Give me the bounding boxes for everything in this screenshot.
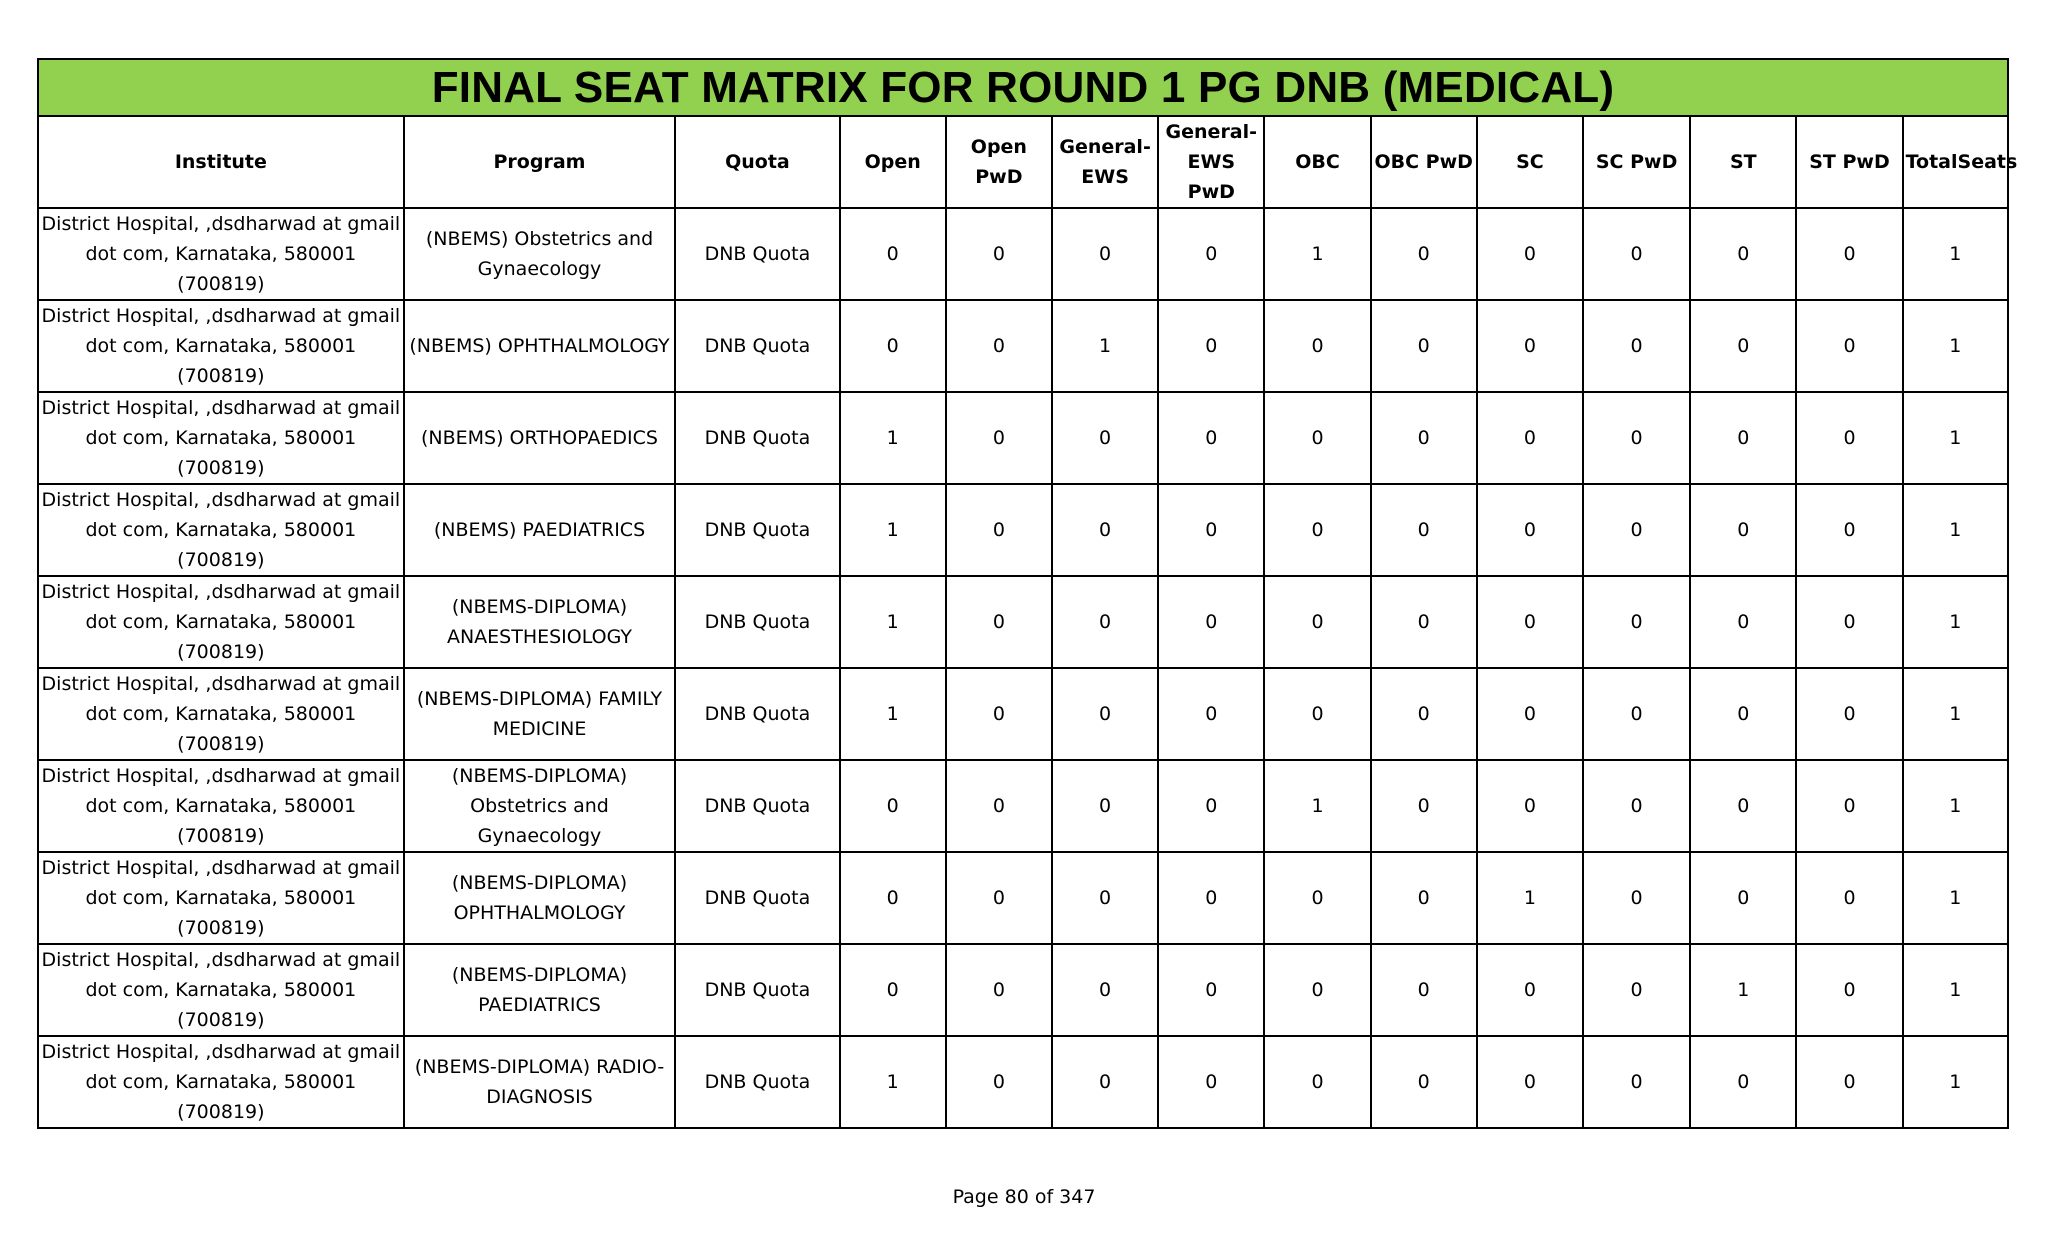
obc-pwd-cell: 0 [1371,208,1477,300]
st-cell: 1 [1690,944,1796,1036]
table-row [38,944,2008,1036]
table-body [38,208,2008,1128]
program-cell: (NBEMS-DIPLOMA) RADIO-DIAGNOSIS [404,1036,676,1128]
sc-cell: 0 [1477,392,1583,484]
total-seats-cell: 1 [1903,944,2008,1036]
header-general-ews-pwd: General-EWS PwD [1158,116,1264,208]
header-program: Program [404,116,676,208]
sc-pwd-cell: 0 [1583,852,1690,944]
st-cell: 0 [1690,852,1796,944]
header-obc: OBC [1264,116,1370,208]
obc-cell: 0 [1264,392,1370,484]
program-cell: (NBEMS-DIPLOMA) PAEDIATRICS [404,944,676,1036]
obc-pwd-cell: 0 [1371,576,1477,668]
obc-cell: 0 [1264,300,1370,392]
total-seats-cell: 1 [1903,668,2008,760]
sc-pwd-cell: 0 [1583,668,1690,760]
institute-cell: District Hospital, ,dsdharwad at gmail dot com, Karnataka, 580001 (700819) [38,576,404,668]
obc-cell: 0 [1264,668,1370,760]
general-ews-cell: 0 [1052,852,1158,944]
header-quota: Quota [675,116,839,208]
header-general-ews: General-EWS [1052,116,1158,208]
sc-cell: 0 [1477,760,1583,852]
institute-cell: District Hospital, ,dsdharwad at gmail dot com, Karnataka, 580001 (700819) [38,668,404,760]
obc-pwd-cell: 0 [1371,944,1477,1036]
st-pwd-cell: 0 [1796,576,1902,668]
obc-cell: 0 [1264,576,1370,668]
general-ews-cell: 0 [1052,208,1158,300]
sc-cell: 0 [1477,576,1583,668]
institute-cell: District Hospital, ,dsdharwad at gmail dot com, Karnataka, 580001 (700819) [38,484,404,576]
institute-cell: District Hospital, ,dsdharwad at gmail dot com, Karnataka, 580001 (700819) [38,944,404,1036]
sc-pwd-cell: 0 [1583,576,1690,668]
quota-cell: DNB Quota [675,852,839,944]
program-cell: (NBEMS-DIPLOMA) ANAESTHESIOLOGY [404,576,676,668]
st-pwd-cell: 0 [1796,484,1902,576]
institute-cell: District Hospital, ,dsdharwad at gmail dot com, Karnataka, 580001 (700819) [38,1036,404,1128]
general-ews-pwd-cell: 0 [1158,944,1264,1036]
st-pwd-cell: 0 [1796,852,1902,944]
program-cell: (NBEMS) OPHTHALMOLOGY [404,300,676,392]
quota-cell: DNB Quota [675,1036,839,1128]
quota-cell: DNB Quota [675,300,839,392]
program-cell: (NBEMS) ORTHOPAEDICS [404,392,676,484]
quota-cell: DNB Quota [675,208,839,300]
institute-cell: District Hospital, ,dsdharwad at gmail dot com, Karnataka, 580001 (700819) [38,208,404,300]
institute-cell: District Hospital, ,dsdharwad at gmail dot com, Karnataka, 580001 (700819) [38,760,404,852]
st-pwd-cell: 0 [1796,668,1902,760]
st-cell: 0 [1690,484,1796,576]
total-seats-cell: 1 [1903,760,2008,852]
open-pwd-cell: 0 [946,668,1052,760]
open-cell: 0 [840,760,946,852]
sc-pwd-cell: 0 [1583,760,1690,852]
total-seats-cell: 1 [1903,392,2008,484]
obc-pwd-cell: 0 [1371,1036,1477,1128]
program-cell: (NBEMS-DIPLOMA) Obstetrics and Gynaecology [404,760,676,852]
general-ews-cell: 0 [1052,576,1158,668]
open-pwd-cell: 0 [946,484,1052,576]
open-pwd-cell: 0 [946,760,1052,852]
total-seats-cell: 1 [1903,208,2008,300]
seat-matrix-table [37,58,2018,1129]
header-st-pwd: ST PwD [1796,116,1902,208]
open-pwd-cell: 0 [946,576,1052,668]
open-pwd-cell: 0 [946,392,1052,484]
st-cell: 0 [1690,392,1796,484]
obc-pwd-cell: 0 [1371,484,1477,576]
open-pwd-cell: 0 [946,300,1052,392]
obc-cell: 1 [1264,208,1370,300]
general-ews-cell: 0 [1052,760,1158,852]
obc-cell: 0 [1264,484,1370,576]
general-ews-cell: 1 [1052,300,1158,392]
general-ews-pwd-cell: 0 [1158,392,1264,484]
quota-cell: DNB Quota [675,484,839,576]
sc-pwd-cell: 0 [1583,300,1690,392]
st-cell: 0 [1690,300,1796,392]
institute-cell: District Hospital, ,dsdharwad at gmail dot com, Karnataka, 580001 (700819) [38,300,404,392]
program-cell: (NBEMS) Obstetrics and Gynaecology [404,208,676,300]
header-open: Open [840,116,946,208]
header-total-seats: TotalSeats [1903,116,2008,208]
total-seats-cell: 1 [1903,484,2008,576]
table-row [38,300,2008,392]
open-pwd-cell: 0 [946,208,1052,300]
sc-cell: 0 [1477,944,1583,1036]
sc-pwd-cell: 0 [1583,392,1690,484]
open-cell: 0 [840,852,946,944]
quota-cell: DNB Quota [675,944,839,1036]
general-ews-cell: 0 [1052,392,1158,484]
table-row [38,392,2008,484]
open-pwd-cell: 0 [946,852,1052,944]
quota-cell: DNB Quota [675,576,839,668]
header-sc-pwd: SC PwD [1583,116,1690,208]
header-open-pwd: Open PwD [946,116,1052,208]
table-title: FINAL SEAT MATRIX FOR ROUND 1 PG DNB (MEDICAL) [38,59,2008,116]
st-pwd-cell: 0 [1796,300,1902,392]
quota-cell: DNB Quota [675,392,839,484]
sc-cell: 0 [1477,208,1583,300]
st-pwd-cell: 0 [1796,760,1902,852]
sc-pwd-cell: 0 [1583,484,1690,576]
total-seats-cell: 1 [1903,300,2008,392]
open-cell: 1 [840,576,946,668]
table-row [38,1036,2008,1128]
st-cell: 0 [1690,576,1796,668]
sc-cell: 0 [1477,300,1583,392]
st-cell: 0 [1690,208,1796,300]
general-ews-pwd-cell: 0 [1158,760,1264,852]
general-ews-cell: 0 [1052,944,1158,1036]
quota-cell: DNB Quota [675,760,839,852]
general-ews-cell: 0 [1052,668,1158,760]
general-ews-pwd-cell: 0 [1158,1036,1264,1128]
obc-cell: 0 [1264,852,1370,944]
general-ews-pwd-cell: 0 [1158,484,1264,576]
st-pwd-cell: 0 [1796,208,1902,300]
obc-pwd-cell: 0 [1371,392,1477,484]
table-row [38,576,2008,668]
obc-pwd-cell: 0 [1371,760,1477,852]
table-row [38,484,2008,576]
obc-pwd-cell: 0 [1371,668,1477,760]
total-seats-cell: 1 [1903,576,2008,668]
sc-cell: 0 [1477,484,1583,576]
institute-cell: District Hospital, ,dsdharwad at gmail dot com, Karnataka, 580001 (700819) [38,392,404,484]
open-cell: 1 [840,1036,946,1128]
total-seats-cell: 1 [1903,1036,2008,1128]
open-cell: 1 [840,484,946,576]
institute-cell: District Hospital, ,dsdharwad at gmail dot com, Karnataka, 580001 (700819) [38,852,404,944]
obc-cell: 0 [1264,944,1370,1036]
open-cell: 0 [840,208,946,300]
program-cell: (NBEMS-DIPLOMA) OPHTHALMOLOGY [404,852,676,944]
sc-cell: 0 [1477,1036,1583,1128]
header-obc-pwd: OBC PwD [1371,116,1477,208]
obc-cell: 1 [1264,760,1370,852]
header-st: ST [1690,116,1796,208]
sc-cell: 1 [1477,852,1583,944]
st-cell: 0 [1690,760,1796,852]
st-pwd-cell: 0 [1796,392,1902,484]
program-cell: (NBEMS-DIPLOMA) FAMILY MEDICINE [404,668,676,760]
open-cell: 1 [840,392,946,484]
general-ews-pwd-cell: 0 [1158,208,1264,300]
table-row [38,208,2008,300]
program-cell: (NBEMS) PAEDIATRICS [404,484,676,576]
general-ews-cell: 0 [1052,484,1158,576]
page-number: Page 80 of 347 [952,1186,1096,1208]
sc-pwd-cell: 0 [1583,208,1690,300]
general-ews-pwd-cell: 0 [1158,668,1264,760]
st-cell: 0 [1690,668,1796,760]
sc-pwd-cell: 0 [1583,1036,1690,1128]
table-row [38,852,2008,944]
st-pwd-cell: 0 [1796,944,1902,1036]
open-cell: 0 [840,300,946,392]
open-pwd-cell: 0 [946,1036,1052,1128]
header-institute: Institute [38,116,404,208]
st-cell: 0 [1690,1036,1796,1128]
obc-pwd-cell: 0 [1371,300,1477,392]
general-ews-pwd-cell: 0 [1158,852,1264,944]
header-row [38,116,2008,208]
st-pwd-cell: 0 [1796,1036,1902,1128]
general-ews-pwd-cell: 0 [1158,576,1264,668]
sc-cell: 0 [1477,668,1583,760]
general-ews-cell: 0 [1052,1036,1158,1128]
obc-cell: 0 [1264,1036,1370,1128]
open-pwd-cell: 0 [946,944,1052,1036]
sc-pwd-cell: 0 [1583,944,1690,1036]
header-sc: SC [1477,116,1583,208]
table-row [38,760,2008,852]
table-row [38,668,2008,760]
general-ews-pwd-cell: 0 [1158,300,1264,392]
open-cell: 1 [840,668,946,760]
total-seats-cell: 1 [1903,852,2008,944]
open-cell: 0 [840,944,946,1036]
obc-pwd-cell: 0 [1371,852,1477,944]
quota-cell: DNB Quota [675,668,839,760]
